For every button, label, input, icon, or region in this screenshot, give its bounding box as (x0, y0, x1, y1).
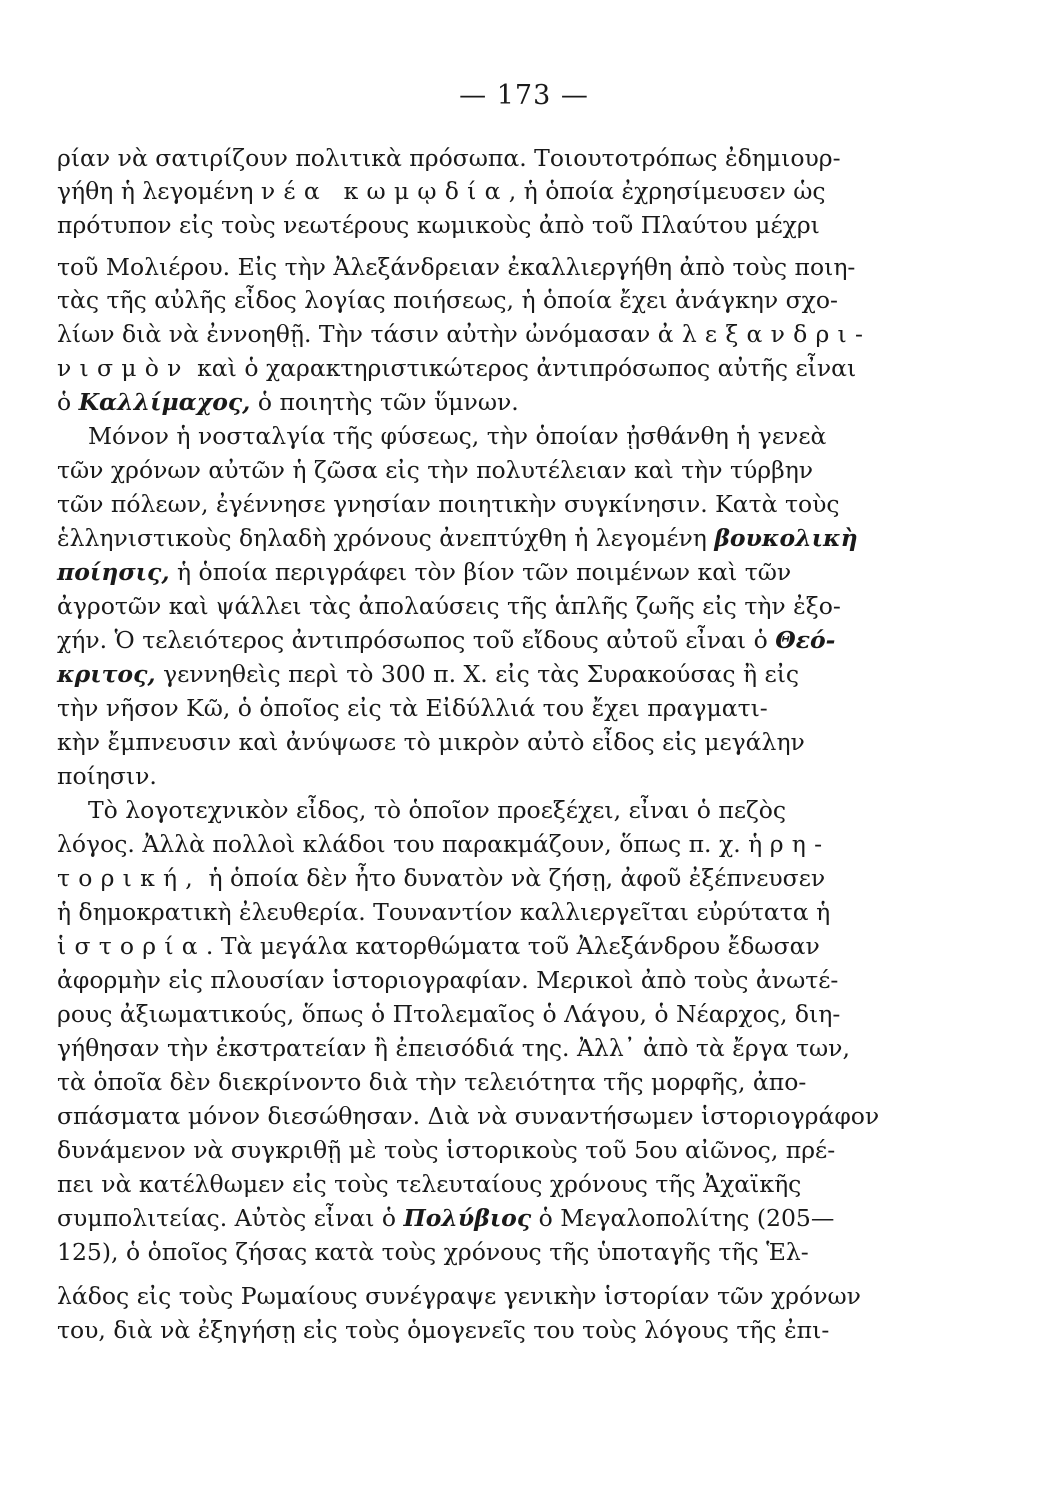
spaced-term: τορική, (57, 864, 201, 892)
bold-name: Καλλίμαχος, (78, 388, 251, 416)
text-line: ρους ἀξιωματικούς, ὅπως ὁ Πτολεμαῖος ὁ Λάγου, ὁ Νέαρχος, διη- (57, 1000, 841, 1028)
text-line: ποίησις, ἡ ὁποία περιγράφει τὸν βίον τῶν ποιμένων καὶ τῶν (57, 558, 792, 586)
text-line: γήθη ἡ λεγομένη νέα κωμῳδία, ἡ ὁποία ἐχρησίμευσεν ὡς (57, 177, 826, 205)
text-line: ρίαν νὰ σατιρίζουν πολιτικὰ πρόσωπα. Τοιουτοτρόπως ἐδημιουρ- (57, 144, 841, 172)
text-line: λίων διὰ νὰ ἐννοηθῇ. Τὴν τάσιν αὐτὴν ὠνόμασαν ἀλεξανδρι- (57, 320, 872, 348)
text-line: λάδος εἰς τοὺς Ρωμαίους συνέγραψε γενικὴν ἱστορίαν τῶν χρόνων (57, 1282, 861, 1310)
spaced-term: νέα κωμῳδία (260, 177, 509, 205)
bold-name: Πολύβιος (403, 1204, 532, 1232)
text-line: του, διὰ νὰ ἐξηγήσῃ εἰς τοὺς ὁμογενεῖς του τοὺς λόγους τῆς ἐπι- (57, 1316, 830, 1344)
text-line: πρότυπον εἰς τοὺς νεωτέρους κωμικοὺς ἀπὸ τοῦ Πλαύτου μέχρι (57, 211, 820, 239)
text-line: λόγος. Ἀλλὰ πολλοὶ κλάδοι του παρακμάζουν, ὅπως π. χ. ἡ ρη- (57, 830, 831, 858)
text-line: τορική, ἡ ὁποία δὲν ἦτο δυνατὸν νὰ ζήσῃ, ἀφοῦ ἐξέπνευσεν (57, 864, 826, 892)
text-line: κὴν ἔμπνευσιν καὶ ἀνύψωσε τὸ μικρὸν αὐτὸ εἶδος εἰς μεγάλην (57, 728, 805, 756)
spaced-term: νισμὸν (57, 354, 190, 382)
text-line: ἡ δημοκρατικὴ ἐλευθερία. Τουναντίον καλλιεργεῖται εὐρύτατα ἡ (57, 898, 831, 926)
bold-name: Θεό- (775, 626, 836, 654)
text-line: ἱστορία. Τὰ μεγάλα κατορθώματα τοῦ Ἀλεξάνδρου ἔδωσαν (57, 932, 820, 960)
text-line: ἀφορμὴν εἰς πλουσίαν ἱστοριογραφίαν. Μερικοὶ ἀπὸ τοὺς ἀνωτέ- (57, 966, 839, 994)
text-line: ἀγροτῶν καὶ ψάλλει τὰς ἀπολαύσεις τῆς ἁπλῆς ζωῆς εἰς τὴν ἐξο- (57, 592, 841, 620)
text-line: συμπολιτείας. Αὐτὸς εἶναι ὁ Πολύβιος ὁ Μεγαλοπολίτης (205— (57, 1204, 835, 1232)
text-line: τὰς τῆς αὐλῆς εἶδος λογίας ποιήσεως, ἡ ὁποία ἔχει ἀνάγκην σχο- (57, 286, 838, 314)
text-line: ποίησιν. (57, 762, 157, 790)
spaced-term: ἀλεξανδρι- (657, 320, 872, 348)
text-line: Μόνον ἡ νοσταλγία τῆς φύσεως, τὴν ὁποίαν ᾐσθάνθη ἡ γενεὰ (88, 422, 827, 450)
text-line: χήν. Ὁ τελειότερος ἀντιπρόσωπος τοῦ εἴδους αὐτοῦ εἶναι ὁ Θεό- (57, 626, 836, 654)
text-line: γήθησαν τὴν ἐκστρατείαν ἢ ἐπεισόδιά της. Ἀλλ᾽ ἀπὸ τὰ ἔργα των, (57, 1034, 850, 1062)
spaced-term: ἱστορία (57, 932, 206, 960)
text-line: ὁ Καλλίμαχος, ὁ ποιητὴς τῶν ὕμνων. (57, 388, 519, 416)
text-line: τῶν χρόνων αὐτῶν ἡ ζῶσα εἰς τὴν πολυτέλειαν καὶ τὴν τύρβην (57, 456, 814, 484)
bold-term: ποίησις, (57, 558, 170, 586)
text-line: κριτος, γεννηθεὶς περὶ τὸ 300 π. Χ. εἰς τὰς Συρακούσας ἢ εἰς (57, 660, 800, 688)
text-line: σπάσματα μόνον διεσώθησαν. Διὰ νὰ συναντήσωμεν ἱστοριογράφον (57, 1102, 880, 1130)
text-line: τοῦ Μολιέρου. Εἰς τὴν Ἀλεξάνδρειαν ἐκαλλιεργήθη ἀπὸ τοὺς ποιη- (57, 253, 856, 281)
text-line: τὴν νῆσον Κῶ, ὁ ὁποῖος εἰς τὰ Εἰδύλλιά του ἔχει πραγματι- (57, 694, 768, 722)
page-number: — 173 — (459, 80, 589, 111)
bold-term: βουκολικὴ (714, 524, 858, 552)
text-line: πει νὰ κατέλθωμεν εἰς τοὺς τελευταίους χρόνους τῆς Ἀχαϊκῆς (57, 1170, 802, 1198)
spaced-term: ρη- (769, 830, 831, 858)
text-line: τὰ ὁποῖα δὲν διεκρίνοντο διὰ τὴν τελειότητα τῆς μορφῆς, ἀπο- (57, 1068, 807, 1096)
text-line: 125), ὁ ὁποῖος ζήσας κατὰ τοὺς χρόνους τῆς ὑποταγῆς τῆς Ἑλ- (57, 1238, 809, 1266)
text-line: δυνάμενον νὰ συγκριθῇ μὲ τοὺς ἱστορικοὺς τοῦ 5ου αἰῶνος, πρέ- (57, 1136, 836, 1164)
text-line: νισμὸν καὶ ὁ χαρακτηριστικώτερος ἀντιπρόσωπος αὐτῆς εἶναι (57, 354, 857, 382)
bold-name: κριτος, (57, 660, 156, 688)
text-line: ἑλληνιστικοὺς δηλαδὴ χρόνους ἀνεπτύχθη ἡ λεγομένη βουκολικὴ (57, 524, 858, 552)
text-line: Τὸ λογοτεχνικὸν εἶδος, τὸ ὁποῖον προεξέχει, εἶναι ὁ πεζὸς (88, 796, 787, 824)
text-line: τῶν πόλεων, ἐγέννησε γνησίαν ποιητικὴν συγκίνησιν. Κατὰ τοὺς (57, 490, 840, 518)
